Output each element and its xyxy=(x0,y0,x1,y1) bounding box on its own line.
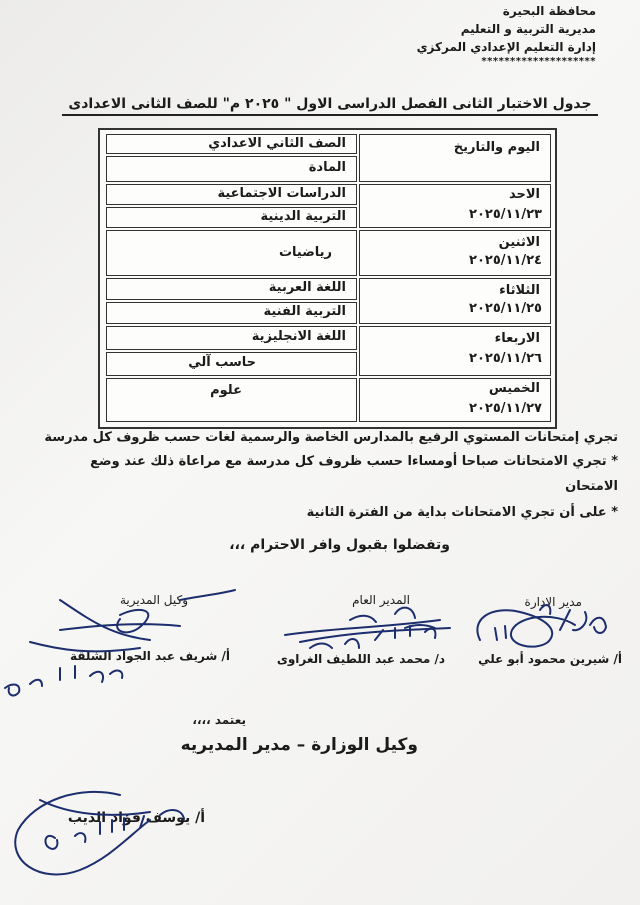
signature-ministry-deputy xyxy=(15,792,184,875)
day-header-cell xyxy=(359,134,551,182)
subject-header-cell xyxy=(106,156,357,182)
day-cell-1 xyxy=(359,184,551,228)
admin-director-name: أ/ شيرين محمود أبو علي xyxy=(478,652,622,666)
schedule-title: جدول الاختبار الثانى الفصل الدراسى الاول " ٢٠٢٥ م" للصف الثانى الاعدادى xyxy=(62,96,598,116)
note-line: * على أن تجري الامتحانات بداية من الفترة الثانية xyxy=(306,505,618,520)
exam-date: ٢٠٢٥/١١/٢٦ xyxy=(469,351,542,366)
note-line: * تجري الامتحانات صباحا أومساءا حسب ظروف كل مدرسة مع مراعاة ذلك عند وضع xyxy=(90,454,618,469)
day-header: اليوم والتاريخ xyxy=(453,140,540,155)
note-line: الامتحان xyxy=(565,479,618,494)
approval-label: يعتمد ،،،، xyxy=(192,713,246,727)
day-cell-5 xyxy=(359,378,551,422)
day-cell-2 xyxy=(359,230,551,276)
grade-header-cell xyxy=(106,134,357,154)
subject-cell xyxy=(106,302,357,324)
subject-cell xyxy=(106,230,357,276)
header-stars-divider: ******************** xyxy=(481,56,596,67)
subject-name: علوم xyxy=(210,383,242,398)
subject-name: الدراسات الاجتماعية xyxy=(217,186,346,201)
day-name: الاربعاء xyxy=(494,331,540,346)
general-director-name: د/ محمد عبد اللطيف الغراوى xyxy=(276,652,445,666)
exam-date: ٢٠٢٥/١١/٢٧ xyxy=(469,401,542,416)
ministry-deputy-name: أ/ يوسف فؤاد الديب xyxy=(67,810,205,826)
day-name: الاحد xyxy=(508,187,540,202)
subject-cell xyxy=(106,326,357,350)
signature-admin-date xyxy=(540,605,606,633)
closing-line: وتفضلوا بقبول وافر الاحترام ،،، xyxy=(229,537,450,553)
exam-date: ٢٠٢٥/١١/٢٣ xyxy=(469,207,542,222)
subject-name: التربية الفنية xyxy=(263,304,346,319)
note-line: تجري إمتحانات المستوي الرفيع بالمدارس الخاصة والرسمية لغات حسب ظروف كل مدرسة xyxy=(44,430,618,445)
deputy-name: أ/ شريف عبد الجواد الشلقة xyxy=(69,649,230,663)
exam-schedule-table xyxy=(98,128,557,429)
signature-deputy-date xyxy=(5,666,122,695)
subject-cell xyxy=(106,278,357,300)
subject-name: حاسب آلي xyxy=(188,355,256,370)
grade-header: الصف الثاني الاعدادي xyxy=(208,136,346,151)
subject-name: رياضيات xyxy=(278,245,332,260)
directorate-label: مديرية التربية و التعليم xyxy=(460,22,596,36)
subject-header: المادة xyxy=(308,160,346,175)
subject-cell xyxy=(106,184,357,205)
day-name: الاثنين xyxy=(498,235,540,250)
subject-name: التربية الدينية xyxy=(260,209,346,224)
exam-date: ٢٠٢٥/١١/٢٤ xyxy=(469,253,542,268)
subject-name: اللغة العربية xyxy=(268,280,346,295)
ministry-deputy-title: وكيل الوزارة – مدير المديريه xyxy=(180,735,418,755)
admin-director-title: مدير الادارة xyxy=(524,595,582,609)
day-name: الثلاثاء xyxy=(499,283,540,298)
signature-admin-director xyxy=(477,610,586,647)
deputy-title: وكيل المديرية xyxy=(120,593,188,607)
day-cell-3 xyxy=(359,278,551,324)
subject-cell xyxy=(106,207,357,228)
governorate-label: محافظة البحيرة xyxy=(502,4,596,18)
administration-label: إدارة التعليم الإعدادي المركزي xyxy=(416,40,596,54)
subject-cell xyxy=(106,378,357,422)
day-name: الخميس xyxy=(488,381,540,396)
signature-general-date xyxy=(310,626,435,648)
exam-date: ٢٠٢٥/١١/٢٥ xyxy=(469,301,542,316)
signature-general-director xyxy=(285,608,450,642)
general-director-title: المدير العام xyxy=(352,593,410,607)
subject-cell xyxy=(106,352,357,376)
subject-name: اللغة الانجليزية xyxy=(251,329,346,344)
day-cell-4 xyxy=(359,326,551,376)
